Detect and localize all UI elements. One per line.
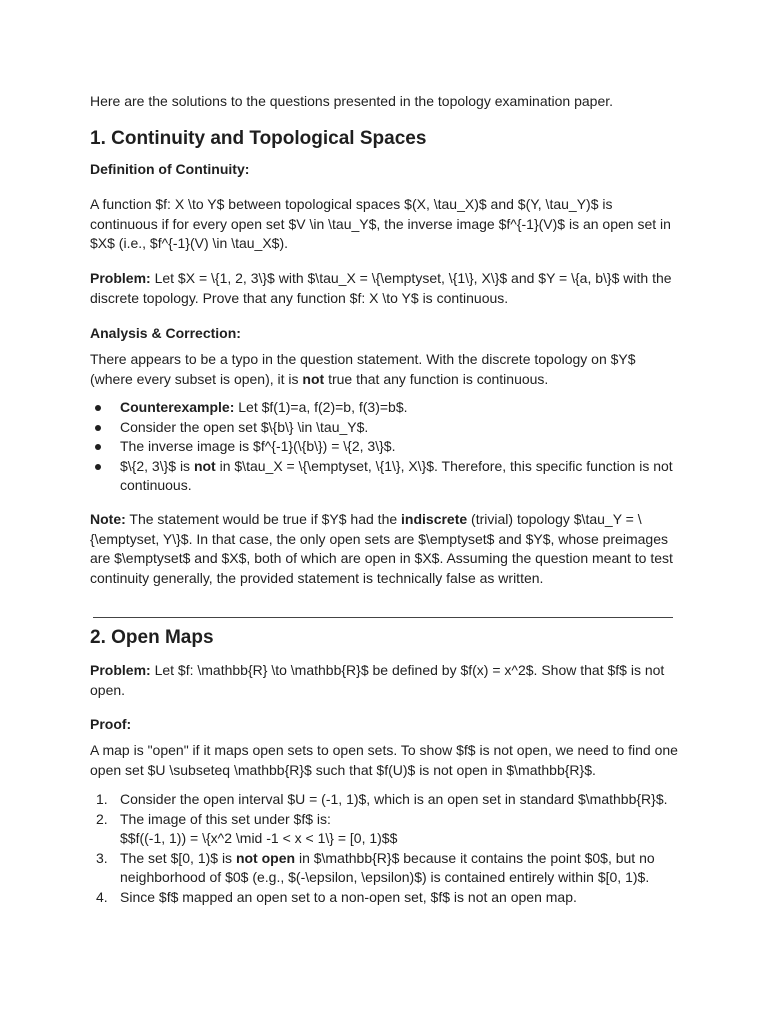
analysis-bold: not [302, 370, 325, 387]
section-divider [93, 617, 673, 618]
counterexample-label: Counterexample: [120, 399, 235, 415]
problem-1-paragraph [90, 269, 678, 308]
analysis-paragraph [90, 350, 678, 389]
list-item [120, 398, 678, 418]
note-label: Note: [90, 511, 126, 527]
list-item [96, 888, 678, 908]
proof-heading: Proof: [90, 716, 132, 732]
note-text-a: The statement would be true if $Y$ had the [125, 511, 402, 527]
proof-paragraph: A map is "open" if it maps open sets to open sets. To show $f$ is not open, we need to find one open set $U \subseteq \mathbb{R}$ such that $f(U)$ is not open in $\mathbb{R}$. [90, 742, 678, 778]
bullet-4-bold: not [193, 457, 216, 474]
proof-steps-list [90, 790, 678, 907]
list-item: The inverse image is $f^{-1}(\{b\}) = \{2, 3\}$. [120, 437, 678, 457]
step-3-text-b: in $\mathbb{R}$ because it contains the point $0$, but no neighborhood of $0$ (e.g., $(-\epsilon, \epsilon)$) is contained entirely within $[0, 1)$. [120, 849, 655, 885]
step-number: 1. [96, 791, 108, 807]
step-1-text: Consider the open interval $U = (-1, 1)$, which is an open set in standard $\mathbb{R}$. [120, 791, 668, 807]
section-2-heading: 2. Open Maps [90, 627, 214, 648]
note-paragraph [90, 510, 678, 588]
list-item [96, 810, 678, 849]
bullet-4-text-a: $\{2, 3\}$ is [120, 457, 194, 474]
intro-paragraph: Here are the solutions to the questions presented in the topology examination paper. [90, 93, 614, 109]
list-item [96, 849, 678, 888]
list-item: Consider the open set $\{b\} \in \tau_Y$. [120, 418, 678, 438]
step-3-bold: not open [235, 849, 296, 866]
analysis-heading: Analysis & Correction: [90, 325, 241, 341]
step-4-text: Since $f$ mapped an open set to a non-open set, $f$ is not an open map. [120, 888, 577, 905]
problem-2-text: Let $f: \mathbb{R} \to \mathbb{R}$ be defined by $f(x) = x^2$. Show that $f$ is not open. [90, 662, 665, 698]
bullet-4-text-b: in $\tau_X = \{\emptyset, \{1\}, X\}$. Therefore, this specific function is not continuous. [120, 457, 673, 493]
problem-1-label: Problem: [90, 270, 151, 286]
note-bold: indiscrete [401, 511, 468, 527]
step-3-text-a: The set $[0, 1)$ is [120, 849, 236, 866]
analysis-text-a: There appears to be a typo in the question statement. With the discrete topology on $Y$ (where every subset is open), it is [90, 351, 636, 387]
problem-2-paragraph [90, 661, 678, 700]
step-2-text-a: The image of this set under $f$ is: [120, 810, 331, 827]
step-number: 4. [96, 888, 108, 905]
counterexample-list [90, 398, 678, 496]
definition-heading: Definition of Continuity: [90, 161, 250, 177]
step-number: 2. [96, 810, 108, 827]
step-2-formula: $$f((-1, 1)) = \{x^2 \mid -1 < x < 1\} = [0, 1)$$ [120, 830, 398, 846]
list-item [96, 790, 678, 810]
list-item [120, 457, 678, 496]
problem-2-label: Problem: [90, 662, 151, 678]
bullet-1-text: Let $f(1)=a, f(2)=b, f(3)=b$. [234, 399, 408, 415]
step-number: 3. [96, 849, 108, 866]
analysis-text-b: true that any function is continuous. [324, 370, 549, 387]
problem-1-text: Let $X = \{1, 2, 3\}$ with $\tau_X = \{\emptyset, \{1\}, X\}$ and $Y = \{a, b\}$ with the discrete topology. Prove that any function $f: X \to Y$ is continuous. [90, 270, 672, 306]
definition-paragraph: A function $f: X \to Y$ between topological spaces $(X, \tau_X)$ and $(Y, \tau_Y)$ is continuous if for every open set $V \in \tau_Y$, the inverse image $f^{-1}(V)$ is an open set in $X$ (i.e., $f^{-1}(V) \in \tau_X$). [90, 196, 671, 251]
section-1-heading: 1. Continuity and Topological Spaces [90, 128, 427, 149]
note-text-b: (trivial) topology $\tau_Y = \{\emptyset, Y\}$. In that case, the only open sets are $\emptyset$ and $Y$, whose preimages are $\emptyset$ and $X$, both of which are open in $X$. Assuming the question meant to test continuity generally, the provided statement is technically false as written. [90, 511, 673, 586]
